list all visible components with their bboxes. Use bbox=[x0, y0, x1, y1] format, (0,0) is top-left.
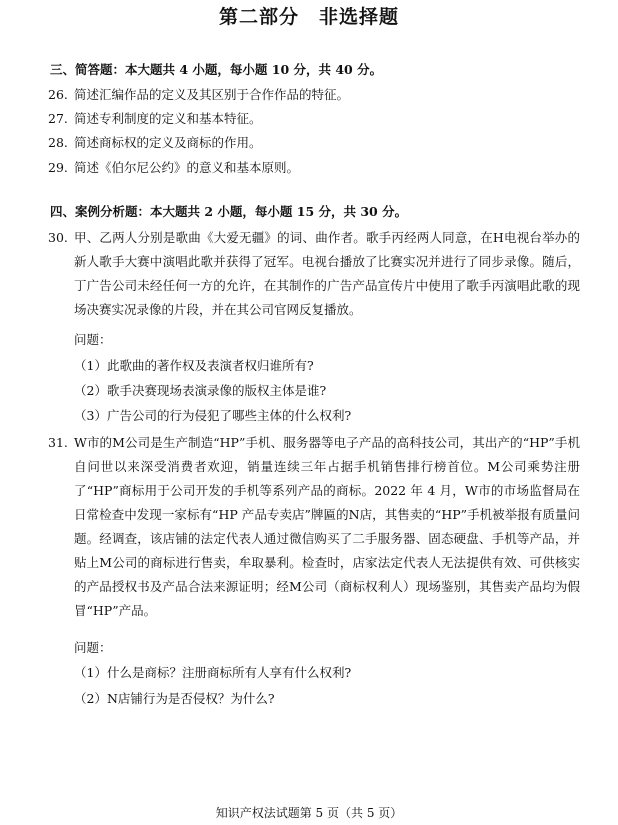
question-number: 31. bbox=[48, 435, 68, 450]
question-text: 简述《伯尔尼公约》的意义和基本原则。 bbox=[74, 160, 300, 175]
question-text: 简述专利制度的定义和基本特征。 bbox=[74, 111, 262, 126]
question-number: 28. bbox=[48, 135, 68, 150]
page-title: 第二部分 非选择题 bbox=[218, 6, 399, 28]
question-number: 26. bbox=[48, 87, 68, 102]
question-number: 30. bbox=[48, 230, 68, 245]
question-31 bbox=[48, 431, 580, 623]
question-31-ask: 问题： bbox=[74, 640, 112, 655]
question-text: 简述汇编作品的定义及其区别于合作作品的特征。 bbox=[74, 87, 350, 102]
question-30-sub-1: （1）此歌曲的著作权及表演者权归谁所有? bbox=[74, 358, 314, 373]
section-4-heading: 四、案例分析题：本大题共 2 小题，每小题 15 分，共 30 分。 bbox=[50, 204, 408, 219]
question-31-sub-1: （1）什么是商标？注册商标所有人享有什么权利? bbox=[74, 665, 352, 680]
question-26 bbox=[48, 84, 349, 105]
question-30-sub-2: （2）歌手决赛现场表演录像的版权主体是谁? bbox=[74, 383, 327, 398]
question-30 bbox=[48, 226, 580, 322]
question-number: 27. bbox=[48, 111, 68, 126]
question-29 bbox=[48, 157, 299, 178]
section-3-heading: 三、简答题：本大题共 4 小题，每小题 10 分，共 40 分。 bbox=[50, 62, 383, 77]
case-text: 甲、乙两人分别是歌曲《大爱无疆》的词、曲作者。歌手丙经两人同意，在H电视台举办的新人歌手大赛中演唱此歌并获得了冠军。电视台播放了比赛实况并进行了同步录像。随后，丁广告公司未经任何一方的允许，在其制作的广告产品宣传片中使用了歌手丙演唱此歌的现场决赛实况录像的片段，并在其公司官网反复播放。 bbox=[74, 230, 580, 317]
question-number: 29. bbox=[48, 160, 68, 175]
question-30-ask: 问题： bbox=[74, 332, 112, 347]
question-text: 简述商标权的定义及商标的作用。 bbox=[74, 135, 262, 150]
question-27 bbox=[48, 108, 262, 129]
question-31-sub-2: （2）N店铺行为是否侵权？为什么? bbox=[74, 691, 275, 706]
page-footer: 知识产权法试题第 5 页（共 5 页） bbox=[215, 806, 403, 820]
case-text: W市的M公司是生产制造“HP”手机、服务器等电子产品的高科技公司，其出产的“HP”手机自问世以来深受消费者欢迎，销量连续三年占据手机销售排行榜首位。M公司乘势注册了“HP”商标用于公司开发的手机等系列产品的商标。2022 年 4 月，W市的市场监督局在日常检查中发现一家标有“HP 产品专卖店”牌匾的N店，其售卖的“HP”手机被举报有质量问题。经调查，该店铺的法定代表人通过微信购买了二手服务器、固态硬盘、手机等产品，并贴上M公司的商标进行售卖，牟取暴利。检查时，店家法定代表人无法提供有效、可供核实的产品授权书及产品合法来源证明；经M公司（商标权利人）现场鉴别，其售卖产品均为假冒“HP”产品。 bbox=[74, 435, 580, 618]
question-30-sub-3: （3）广告公司的行为侵犯了哪些主体的什么权利? bbox=[74, 408, 352, 423]
question-28 bbox=[48, 132, 262, 153]
